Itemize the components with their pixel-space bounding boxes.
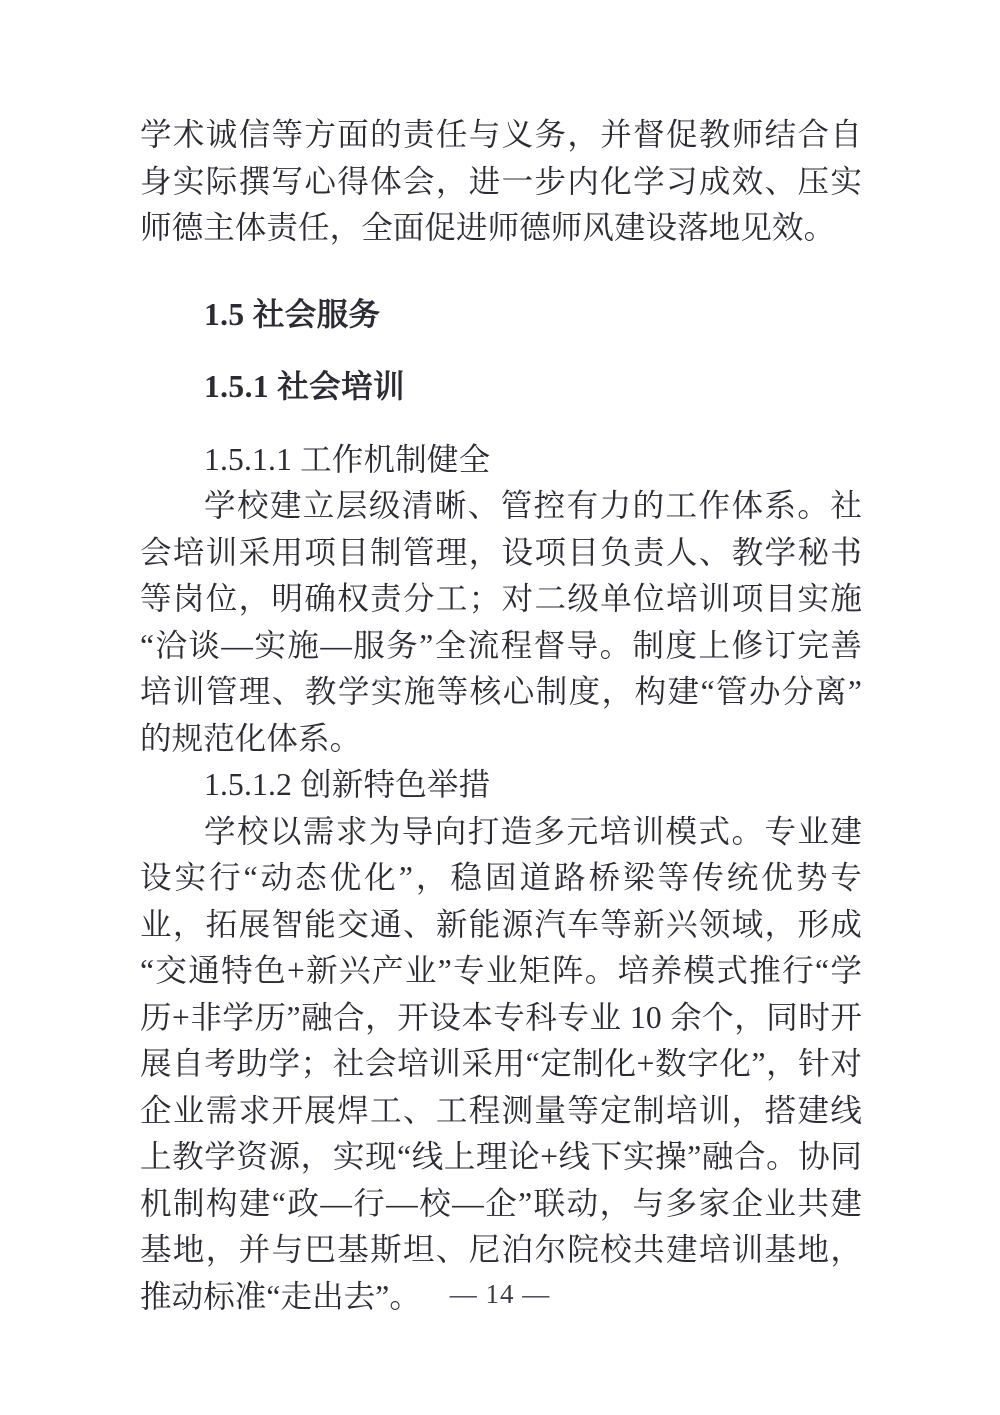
page-content (140, 112, 862, 1320)
heading-1-5-1-social-training: 1.5.1 社会培训 (204, 369, 405, 404)
heading-1-5-1-1-work-mechanism: 1.5.1.1 工作机制健全 (204, 441, 491, 477)
spacer (140, 252, 862, 292)
spacer (140, 411, 862, 437)
paragraph-work-mechanism: 学校建立层级清晰、管控有力的工作体系。社会培训采用项目制管理，设项目负责人、教学秘书等岗位，明确权责分工；对二级单位培训项目实施“洽谈—实施—服务”全流程督导。制度上修订完善培训管理、教学实施等核心制度，构建“管办分离”的规范化体系。 (140, 488, 862, 756)
continued-paragraph: 学术诚信等方面的责任与义务，并督促教师结合自身实际撰写心得体会，进一步内化学习成效、压实师德主体责任，全面促进师德师风建设落地见效。 (140, 117, 862, 245)
page-number: — 14 — (449, 1279, 551, 1309)
paragraph-innovative-measures: 学校以需求为导向打造多元培训模式。专业建设实行“动态优化”，稳固道路桥梁等传统优势专业，拓展智能交通、新能源汽车等新兴领域，形成“交通特色+新兴产业”专业矩阵。培养模式推行“学历+非学历”融合，开设本专科专业 10 余个，同时开展自考助学；社会培训采用“定制化+数字化”，针对企业需求开展焊工、工程测量等定制培训，搭建线上教学资源，实现“线上理论+线下实操”融合。协同机制构建“政—行—校—企”联动，与多家企业共建基地，并与巴基斯坦、尼泊尔院校共建培训基地，推动标准“走出去”。 (140, 813, 862, 1314)
heading-1-5-social-service: 1.5 社会服务 (204, 296, 381, 332)
spacer (140, 338, 862, 364)
heading-1-5-1-2-innovative-measures: 1.5.1.2 创新特色举措 (204, 767, 491, 802)
